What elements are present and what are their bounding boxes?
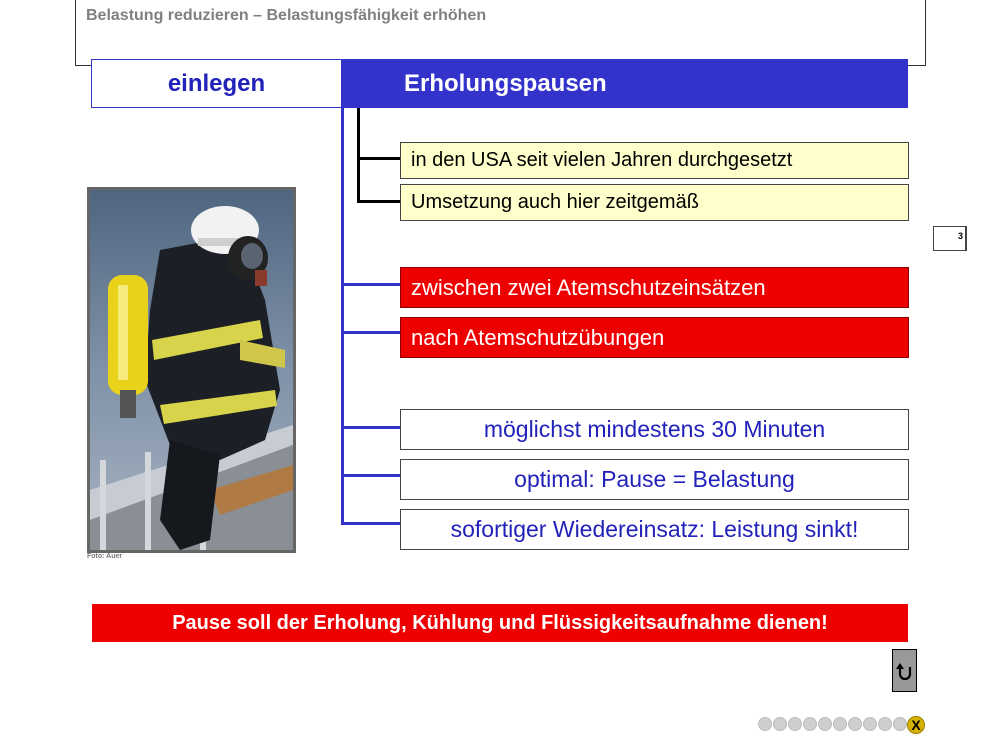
info-box: sofortiger Wiedereinsatz: Leistung sinkt!: [400, 509, 909, 550]
summary-banner: Pause soll der Erholung, Kühlung und Flüssigkeitsaufnahme dienen!: [92, 604, 908, 642]
nav-dot[interactable]: [788, 717, 802, 731]
return-button[interactable]: [892, 649, 917, 692]
nav-dot[interactable]: [818, 717, 832, 731]
page-title: Belastung reduzieren – Belastungsfähigkeit erhöhen: [86, 7, 487, 24]
info-box: in den USA seit vielen Jahren durchgesetzt: [400, 142, 909, 179]
photo-credit: Foto: Auer: [87, 553, 123, 560]
nav-dot[interactable]: [833, 717, 847, 731]
u-turn-arrow-icon: [895, 661, 915, 681]
nav-dot[interactable]: [893, 717, 907, 731]
connector-line: [341, 426, 400, 429]
connector-line: [357, 108, 360, 203]
firefighter-photo: [87, 187, 296, 553]
nav-dot[interactable]: [773, 717, 787, 731]
info-box: optimal: Pause = Belastung: [400, 459, 909, 500]
banner-label-right: Erholungspausen: [341, 59, 908, 108]
info-box: möglichst mindestens 30 Minuten: [400, 409, 909, 450]
connector-line: [341, 331, 400, 334]
nav-dot[interactable]: [878, 717, 892, 731]
connector-line: [357, 200, 400, 203]
connector-line: [341, 283, 400, 286]
firefighter-illustration: [90, 190, 293, 550]
nav-dot[interactable]: [848, 717, 862, 731]
nav-dot[interactable]: [758, 717, 772, 731]
connector-line: [341, 474, 400, 477]
nav-dot[interactable]: [863, 717, 877, 731]
exit-button[interactable]: X: [907, 716, 925, 734]
connector-line: [341, 522, 400, 525]
connector-line: [357, 157, 400, 160]
nav-dot[interactable]: [803, 717, 817, 731]
banner-label-left: einlegen: [91, 59, 342, 108]
info-box: nach Atemschutzübungen: [400, 317, 909, 358]
page-number: 3: [958, 231, 964, 241]
info-box: Umsetzung auch hier zeitgemäß: [400, 184, 909, 221]
info-box: zwischen zwei Atemschutzeinsätzen: [400, 267, 909, 308]
connector-line: [341, 108, 344, 525]
